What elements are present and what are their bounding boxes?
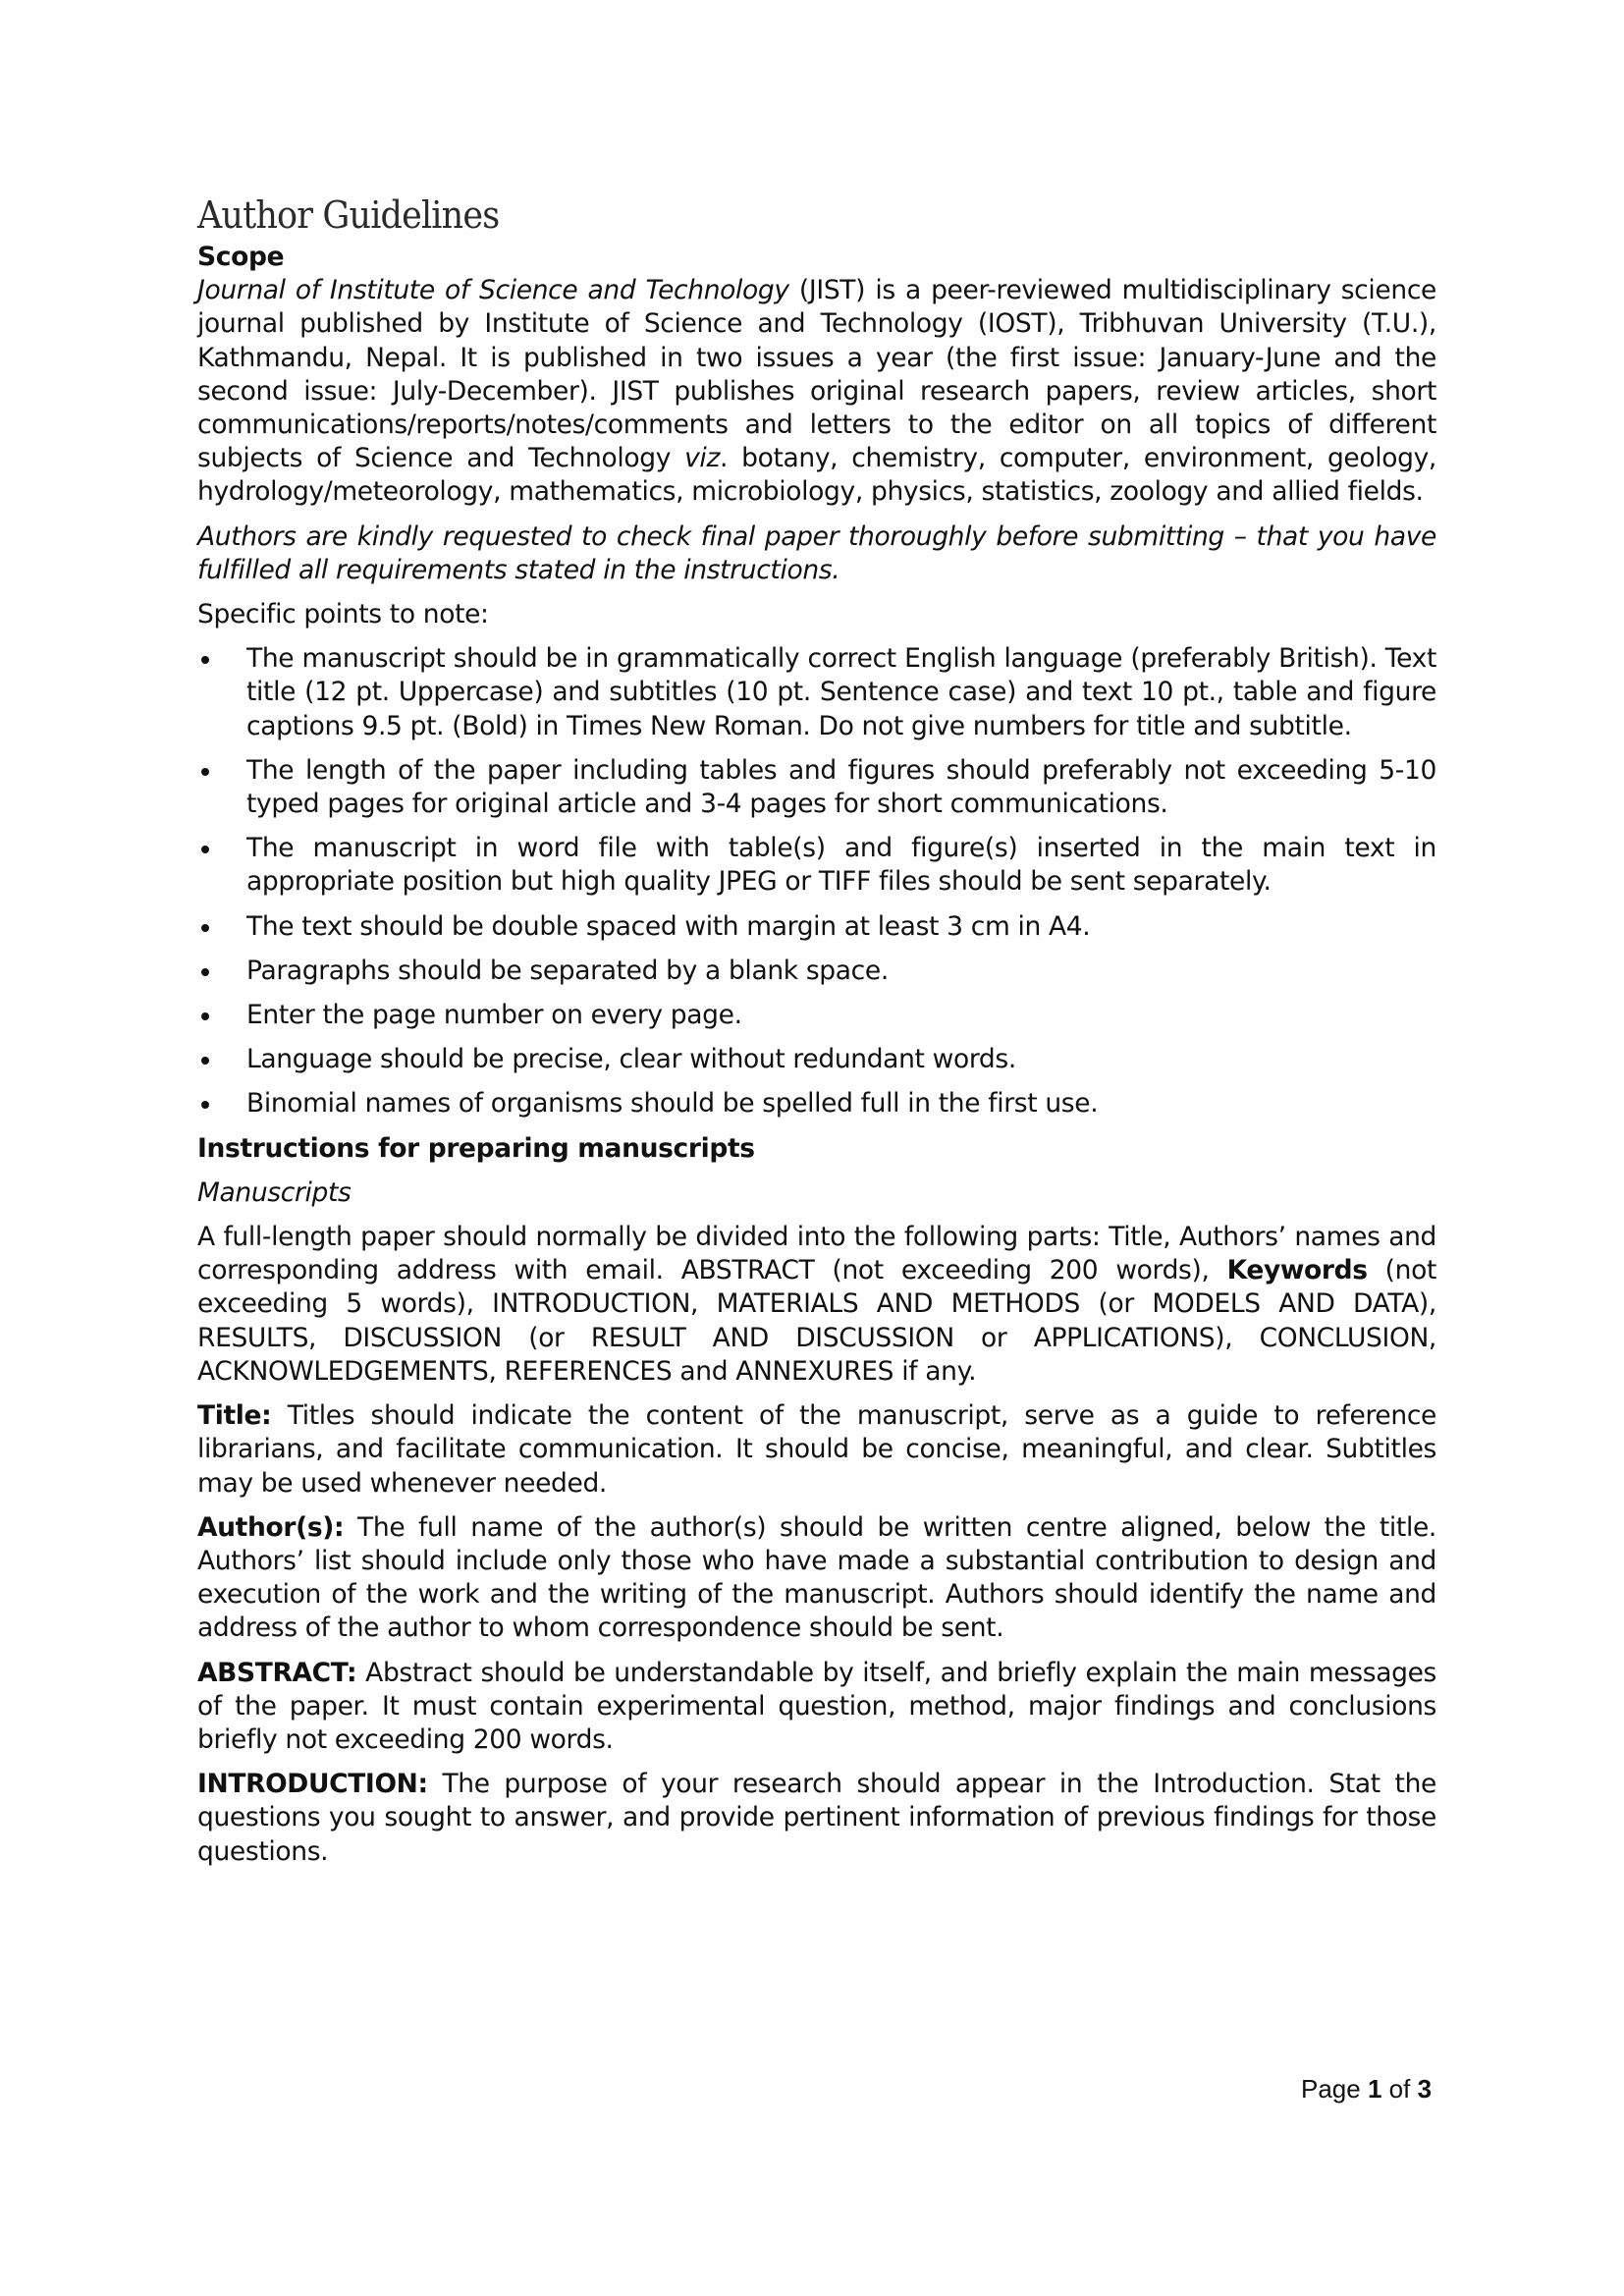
points-list: [197, 642, 1436, 1121]
list-item: Paragraphs should be separated by a blank space.: [197, 955, 1436, 988]
list-item: Binomial names of organisms should be spelled full in the first use.: [197, 1087, 1436, 1121]
document-page: [197, 192, 1436, 1880]
instructions-heading: Instructions for preparing manuscripts: [197, 1132, 755, 1164]
list-item: The manuscript in word file with table(s) and figure(s) inserted in the main text in appropriate position but high quality JPEG or TIFF files should be sent separately.: [197, 832, 1436, 899]
total-pages: 3: [1417, 2074, 1433, 2104]
points-label: Specific points to note:: [197, 599, 489, 630]
list-item: The length of the paper including tables and figures should preferably not exceeding 5-10 typed pages for original article and 3-4 pages for short communications.: [197, 754, 1436, 821]
list-item: The text should be double spaced with margin at least 3 cm in A4.: [197, 910, 1436, 944]
request-note: Authors are kindly requested to check final paper thoroughly before submitting – that you have fulfilled all requirements stated in the instructions.: [197, 520, 1436, 585]
document-title: Author Guidelines: [197, 193, 500, 237]
journal-name: Journal of Institute of Science and Technology: [197, 275, 789, 306]
list-item: Language should be precise, clear without redundant words.: [197, 1043, 1436, 1076]
authors-section: Author(s): The full name of the author(s) should be written centre aligned, below the title. Authors’ list should include only those who have made a substantial contribution to design and execution of the work and the writing of the manuscript. Authors should identify the name and address of the author to whom correspondence should be sent.: [197, 1511, 1436, 1644]
list-item: Enter the page number on every page.: [197, 999, 1436, 1032]
bullet-icon: [201, 924, 209, 932]
bullet-icon: [201, 1101, 209, 1109]
list-item: The manuscript should be in grammatically correct English language (preferably British). Text title (12 pt. Uppercase) and subtitles (10 pt. Sentence case) and text 10 pt., table and figure captions 9.5 pt. (Bold) in Times New Roman. Do not give numbers for title and subtitle.: [197, 642, 1436, 743]
abstract-section: ABSTRACT: Abstract should be understandable by itself, and briefly explain the main messages of the paper. It must contain experimental question, method, major findings and conclusions briefly not exceeding 200 words.: [197, 1657, 1436, 1755]
bullet-icon: [201, 968, 209, 976]
manuscripts-subheading: Manuscripts: [197, 1176, 352, 1208]
scope-heading: Scope: [197, 242, 285, 272]
manuscript-parts-paragraph: A full-length paper should normally be divided into the following parts: Title, Authors’ names and corresponding address with email. ABSTRACT (not exceeding 200 words), Keywords (not exceeding 5 words), INTRODUCTION, MATERIALS AND METHODS (or MODELS AND DATA), RESULTS, DISCUSSION (or RESULT AND DISCUSSION or APPLICATIONS), CONCLUSION, ACKNOWLEDGEMENTS, REFERENCES and ANNEXURES if any.: [197, 1222, 1436, 1387]
scope-text-2: . botany, chemistry, computer, environment, geology, hydrology/meteorology, mathematics, microbiology, physics, statistics, zoology and allied fields.: [197, 443, 1437, 508]
page-number-footer: Page 1 of 3: [1301, 2074, 1433, 2104]
introduction-section: INTRODUCTION: The purpose of your research should appear in the Introduction. Stat the questions you sought to answer, and provide pertinent information of previous findings for those questions.: [197, 1769, 1436, 1867]
keywords-label: Keywords: [1226, 1255, 1368, 1286]
scope-text-1: (JIST) is a peer-reviewed multidisciplinary science journal published by Institute of Science and Technology (IOST), Tribhuvan University (T.U.), Kathmandu, Nepal. It is published in two issues a year (the first issue: January-June and the second issue: July-December). JIST publishes original research papers, review articles, short communications/reports/notes/comments and letters to the editor on all topics of different subjects of Science and Technology: [197, 275, 1436, 474]
bullet-icon: [201, 656, 209, 664]
current-page: 1: [1367, 2074, 1382, 2104]
bullet-icon: [201, 1012, 209, 1020]
viz-text: viz: [684, 443, 720, 474]
scope-paragraph: [197, 274, 1436, 509]
bullet-icon: [201, 768, 209, 776]
title-section: Title: Titles should indicate the content of the manuscript, serve as a guide to reference librarians, and facilitate communication. It should be concise, meaningful, and clear. Subtitles may be used whenever needed.: [197, 1400, 1436, 1499]
bullet-icon: [201, 846, 209, 853]
bullet-icon: [201, 1057, 209, 1065]
